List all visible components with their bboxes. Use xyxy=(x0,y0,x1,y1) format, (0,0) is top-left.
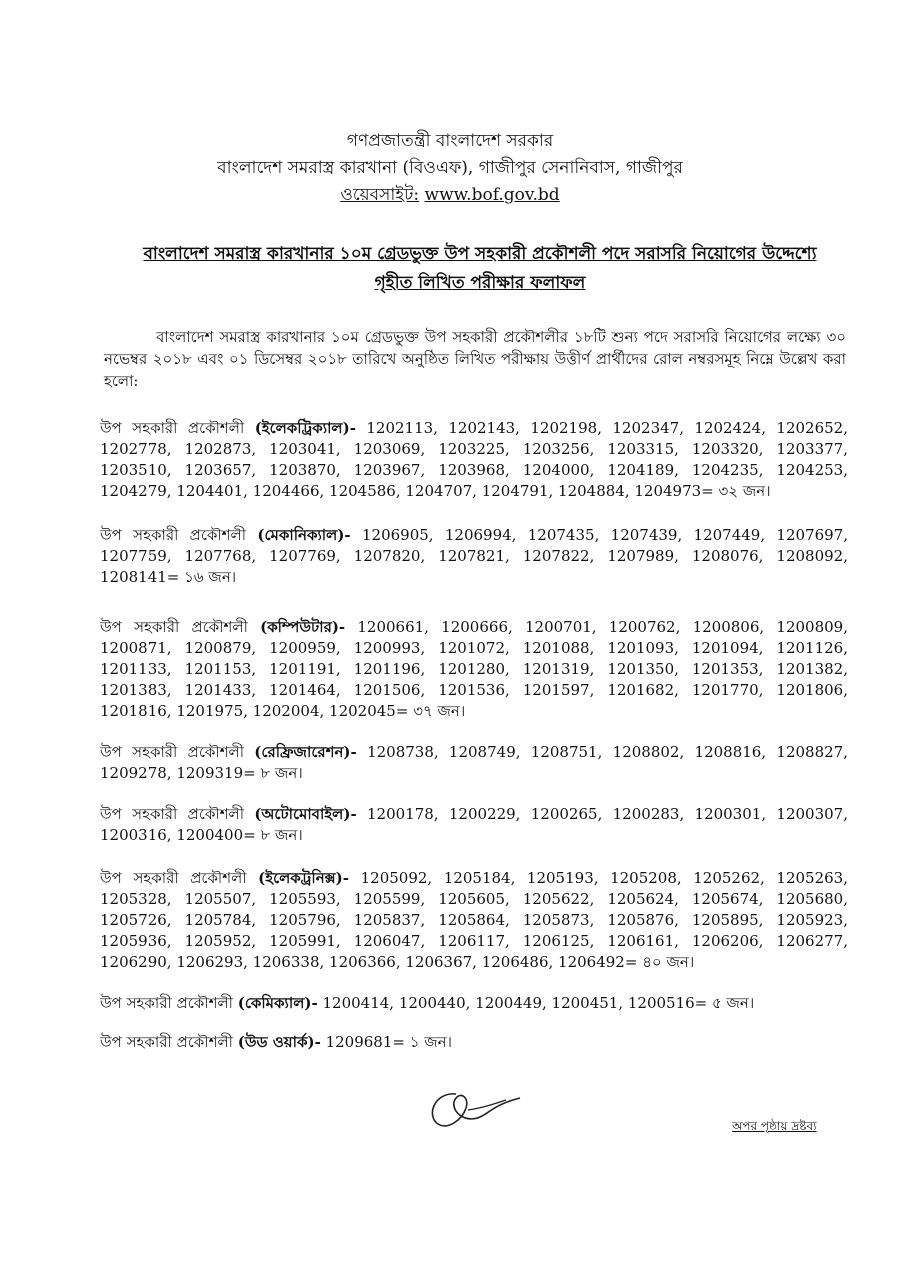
website-link[interactable]: www.bof.gov.bd xyxy=(424,185,560,205)
group-prefix: উপ সহকারী প্রকৌশলী xyxy=(100,526,247,544)
group-prefix: উপ সহকারী প্রকৌশলী xyxy=(100,618,248,636)
candidate-count: ৫ জন। xyxy=(712,994,755,1012)
website-label: ওয়েবসাইট: xyxy=(340,185,420,205)
result-group-mechanical xyxy=(100,525,848,588)
group-subject: (ইলেকট্রিক্যাল)- xyxy=(254,419,356,437)
group-subject: (কেমিক্যাল)- xyxy=(237,994,318,1012)
roll-numbers: 1209681= xyxy=(325,1033,405,1051)
candidate-count: ১ জন। xyxy=(409,1033,452,1051)
roll-numbers: 1206905, 1206994, 1207435, 1207439, 1207449, 1207697, 1207759, 1207768, 1207769, 1207820, 1207821, 1207822, 1207989, 1208076, 1208092, 1208141= xyxy=(100,526,848,586)
candidate-count: ৩২ জন। xyxy=(718,482,771,500)
page-turn-note: অপর পৃষ্ঠায় দ্রষ্টব্য xyxy=(732,1119,817,1133)
intro-paragraph xyxy=(104,326,846,392)
candidate-count: ৮ জন। xyxy=(260,826,303,844)
group-prefix: উপ সহকারী প্রকৌশলী xyxy=(100,869,247,887)
group-subject: (উড ওয়ার্ক)- xyxy=(237,1033,321,1051)
title-line-2: গৃহীত লিখিত পরীক্ষার ফলাফল xyxy=(374,273,586,293)
roll-numbers: 1208738, 1208749, 1208751, 1208802, 1208816, 1208827, 1209278, 1209319= xyxy=(100,743,848,782)
group-prefix: উপ সহকারী প্রকৌশলী xyxy=(100,1033,233,1051)
result-group-electronics xyxy=(100,868,848,973)
website-line xyxy=(0,182,900,209)
intro-text: বাংলাদেশ সমরাস্ত্র কারখানার ১০ম গ্রেডভুক্ত উপ সহকারী প্রকৌশলীর ১৮টি শুন্য পদে সরাসরি নিয়োগের লক্ষ্যে ৩০ নভেম্বর ২০১৮ এবং ০১ ডিসেম্বর ২০১৮ তারিখে অনুষ্ঠিত লিখিত পরীক্ষায় উত্তীর্ণ প্রার্থীদের রোল নম্বরসমূহ নিম্নে উল্লেখ করা হলো: xyxy=(104,328,846,390)
group-subject: (অটোমোবাইল)- xyxy=(254,805,357,823)
roll-numbers: 1205092, 1205184, 1205193, 1205208, 1205262, 1205263, 1205328, 1205507, 1205593, 1205599, 1205605, 1205622, 1205624, 1205674, 1205680, 1205726, 1205784, 1205796, 1205837, 1205864, 1205873, 1205876, 1205895, 1205923, 1205936, 1205952, 1205991, 1206047, 1206117, 1206125, 1206161, 1206206, 1206277, 1206290, 1206293, 1206338, 1206366, 1206367, 1206486, 1206492= xyxy=(100,869,848,971)
candidate-count: ৩৭ জন। xyxy=(413,702,466,720)
result-group-refrigeration xyxy=(100,742,848,784)
document-header xyxy=(0,128,900,209)
document-title xyxy=(110,240,850,298)
group-prefix: উপ সহকারী প্রকৌশলী xyxy=(100,419,245,437)
signature xyxy=(424,1080,534,1140)
result-group-chemical xyxy=(100,993,848,1014)
group-prefix: উপ সহকারী প্রকৌশলী xyxy=(100,743,244,761)
candidate-count: ৮ জন। xyxy=(260,764,303,782)
result-group-woodwork xyxy=(100,1032,848,1053)
roll-numbers: 1200178, 1200229, 1200265, 1200283, 1200301, 1200307, 1200316, 1200400= xyxy=(100,805,848,844)
roll-numbers: 1200414, 1200440, 1200449, 1200451, 1200516= xyxy=(322,994,708,1012)
group-subject: (ইলেকট্রনিক্স)- xyxy=(258,869,350,887)
roll-numbers: 1200661, 1200666, 1200701, 1200762, 1200806, 1200809, 1200871, 1200879, 1200959, 1200993, 1201072, 1201088, 1201093, 1201094, 1201126, 1201133, 1201153, 1201191, 1201196, 1201280, 1201319, 1201350, 1201353, 1201382, 1201383, 1201433, 1201464, 1201506, 1201536, 1201597, 1201682, 1201770, 1201806, 1201816, 1201975, 1202004, 1202045= xyxy=(100,618,848,720)
candidate-count: ৪০ জন। xyxy=(642,953,695,971)
group-prefix: উপ সহকারী প্রকৌশলী xyxy=(100,994,233,1012)
candidate-count: ১৬ জন। xyxy=(184,568,237,586)
title-line-1: বাংলাদেশ সমরাস্ত্র কারখানার ১০ম গ্রেডভুক্ত উপ সহকারী প্রকৌশলী পদে সরাসরি নিয়োগের উদ্দেশ্যে xyxy=(143,244,817,264)
government-line: গণপ্রজাতন্ত্রী বাংলাদেশ সরকার xyxy=(346,131,554,151)
group-subject: (কম্পিউটার)- xyxy=(260,618,346,636)
group-subject: (মেকানিক্যাল)- xyxy=(257,526,351,544)
organization-line: বাংলাদেশ সমরাস্ত্র কারখানা (বিওএফ), গাজীপুর সেনানিবাস, গাজীপুর xyxy=(217,158,683,178)
group-subject: (রেফ্রিজারেশন)- xyxy=(254,743,357,761)
result-group-electrical xyxy=(100,418,848,502)
result-group-computer xyxy=(100,617,848,722)
result-group-automobile xyxy=(100,804,848,846)
roll-numbers: 1202113, 1202143, 1202198, 1202347, 1202424, 1202652, 1202778, 1202873, 1203041, 1203069, 1203225, 1203256, 1203315, 1203320, 1203377, 1203510, 1203657, 1203870, 1203967, 1203968, 1204000, 1204189, 1204235, 1204253, 1204279, 1204401, 1204466, 1204586, 1204707, 1204791, 1204884, 1204973= xyxy=(100,419,848,500)
group-prefix: উপ সহকারী প্রকৌশলী xyxy=(100,805,245,823)
